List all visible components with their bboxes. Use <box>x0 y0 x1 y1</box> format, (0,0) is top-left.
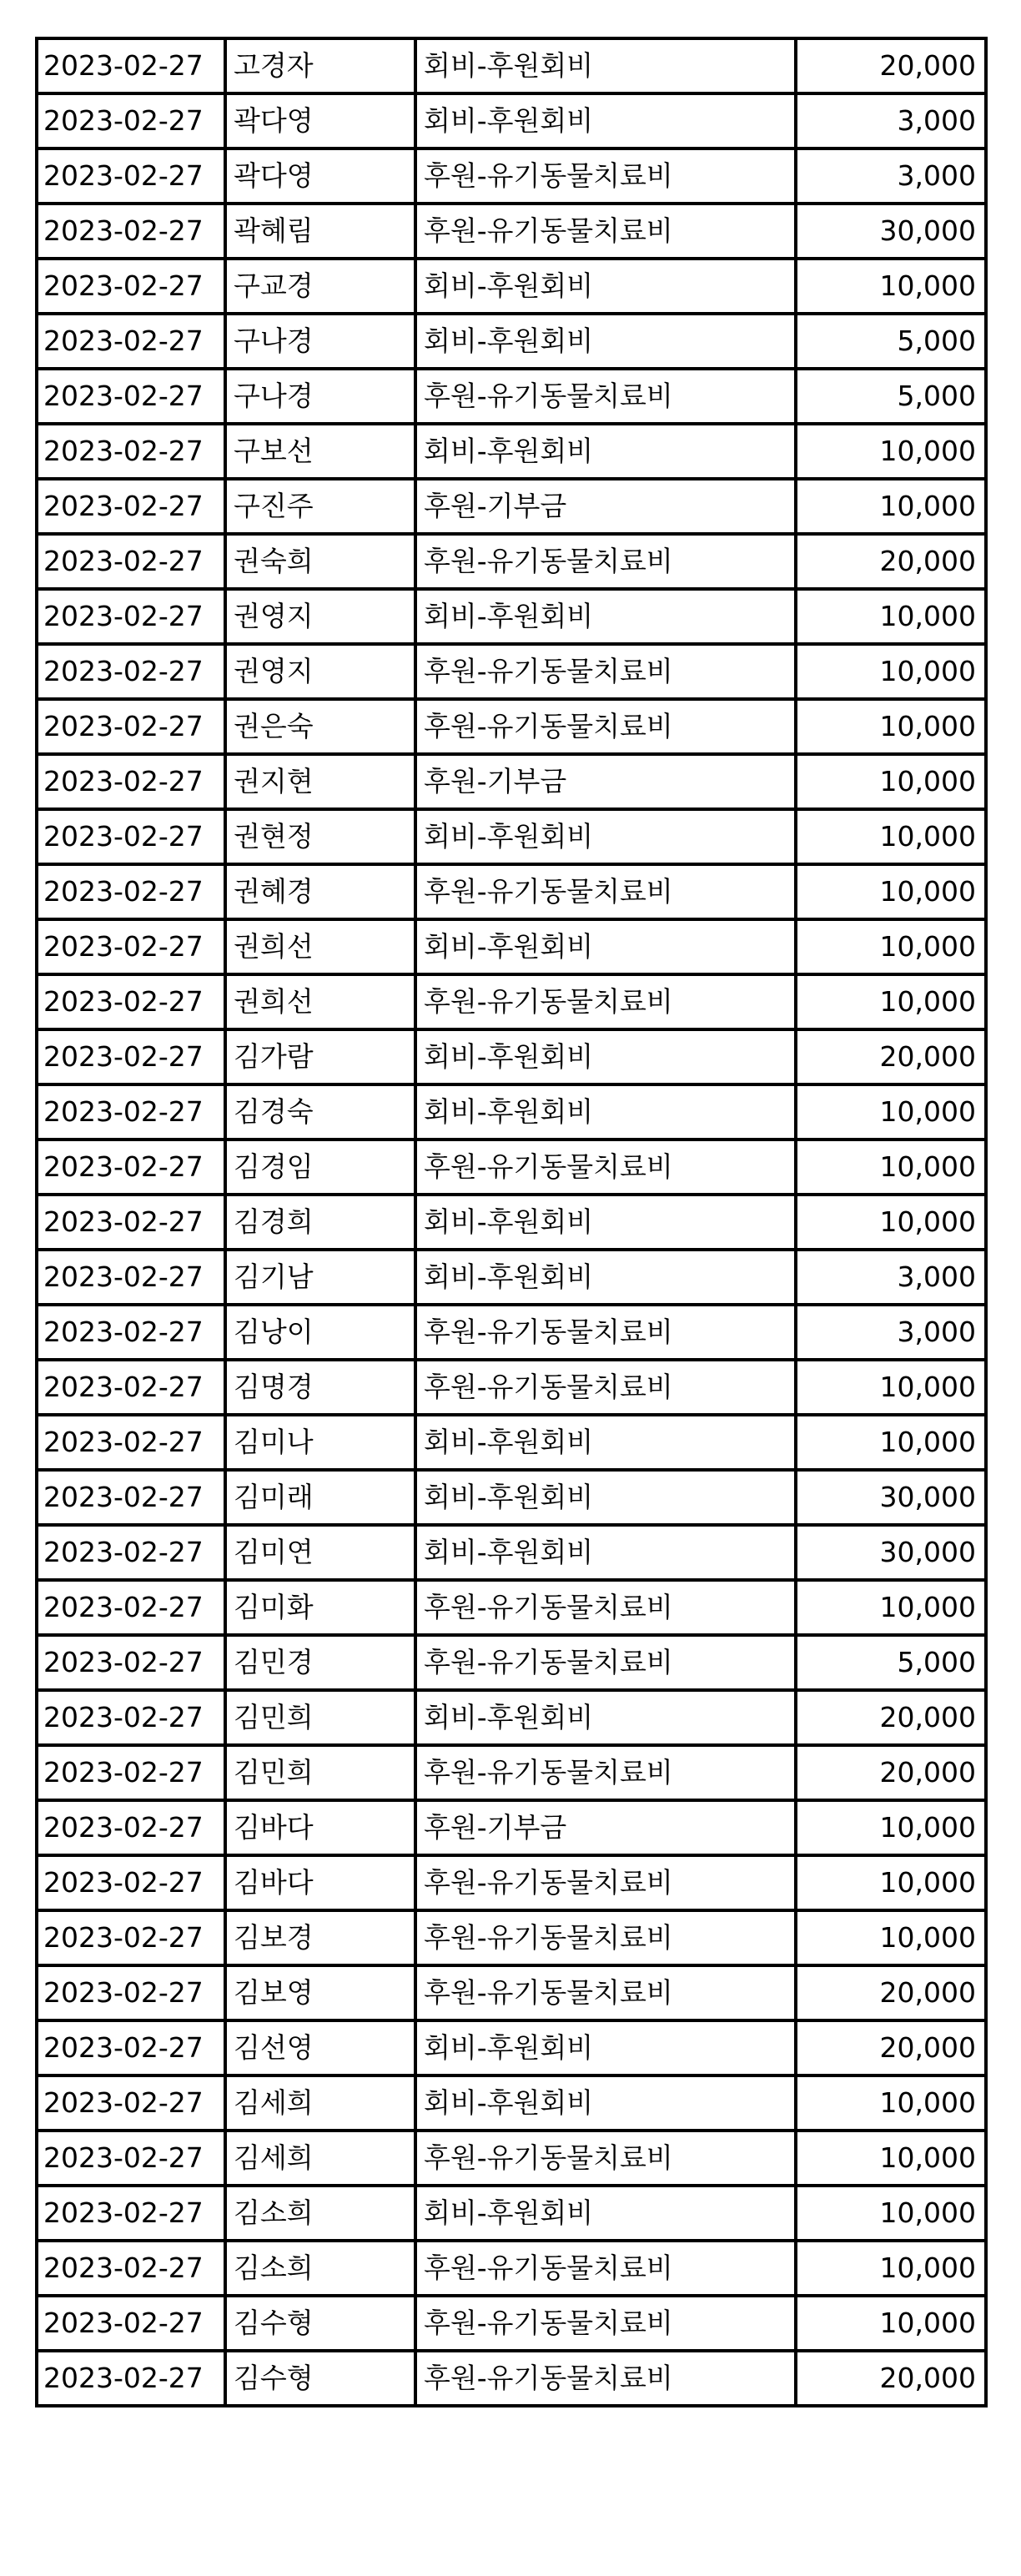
amount-cell: 10,000 <box>796 2296 986 2351</box>
item-cell: 후원-유기동물치료비 <box>415 1745 796 1800</box>
amount-cell: 10,000 <box>796 1910 986 1965</box>
date-cell: 2023-02-27 <box>37 2186 225 2241</box>
amount-cell: 10,000 <box>796 1084 986 1140</box>
table-row <box>37 2131 986 2186</box>
table-row <box>37 1250 986 1305</box>
amount-cell: 10,000 <box>796 864 986 919</box>
table-row <box>37 1415 986 1470</box>
table-row <box>37 534 986 589</box>
table-row <box>37 1745 986 1800</box>
table-row <box>37 1360 986 1415</box>
date-cell: 2023-02-27 <box>37 1525 225 1580</box>
name-cell: 권은숙 <box>225 699 415 754</box>
table-row <box>37 1029 986 1084</box>
item-cell: 회비-후원회비 <box>415 2020 796 2075</box>
name-cell: 권영지 <box>225 589 415 644</box>
date-cell: 2023-02-27 <box>37 314 225 369</box>
date-cell: 2023-02-27 <box>37 534 225 589</box>
item-cell: 후원-유기동물치료비 <box>415 1580 796 1635</box>
amount-cell: 30,000 <box>796 1525 986 1580</box>
item-cell: 회비-후원회비 <box>415 919 796 974</box>
amount-cell: 3,000 <box>796 1305 986 1360</box>
table-row <box>37 754 986 809</box>
table-row <box>37 1855 986 1910</box>
date-cell: 2023-02-27 <box>37 2351 225 2406</box>
table-row <box>37 2351 986 2406</box>
item-cell: 후원-기부금 <box>415 479 796 534</box>
date-cell: 2023-02-27 <box>37 204 225 259</box>
table-row <box>37 314 986 369</box>
amount-cell: 10,000 <box>796 1415 986 1470</box>
item-cell: 회비-후원회비 <box>415 589 796 644</box>
item-cell: 회비-후원회비 <box>415 1029 796 1084</box>
name-cell: 구나경 <box>225 314 415 369</box>
date-cell: 2023-02-27 <box>37 864 225 919</box>
name-cell: 김바다 <box>225 1800 415 1855</box>
table-row <box>37 148 986 204</box>
table-row <box>37 1525 986 1580</box>
date-cell: 2023-02-27 <box>37 479 225 534</box>
item-cell: 후원-유기동물치료비 <box>415 864 796 919</box>
name-cell: 김소희 <box>225 2241 415 2296</box>
item-cell: 회비-후원회비 <box>415 314 796 369</box>
name-cell: 김수형 <box>225 2351 415 2406</box>
item-cell: 후원-유기동물치료비 <box>415 1305 796 1360</box>
item-cell: 후원-유기동물치료비 <box>415 2351 796 2406</box>
item-cell: 후원-기부금 <box>415 1800 796 1855</box>
date-cell: 2023-02-27 <box>37 589 225 644</box>
item-cell: 후원-유기동물치료비 <box>415 1910 796 1965</box>
name-cell: 김낭이 <box>225 1305 415 1360</box>
name-cell: 김보경 <box>225 1910 415 1965</box>
date-cell: 2023-02-27 <box>37 1140 225 1195</box>
item-cell: 후원-유기동물치료비 <box>415 2296 796 2351</box>
name-cell: 곽다영 <box>225 93 415 148</box>
item-cell: 후원-유기동물치료비 <box>415 1360 796 1415</box>
name-cell: 김보영 <box>225 1965 415 2020</box>
amount-cell: 10,000 <box>796 479 986 534</box>
table-row <box>37 1800 986 1855</box>
date-cell: 2023-02-27 <box>37 369 225 424</box>
table-row <box>37 2075 986 2131</box>
amount-cell: 3,000 <box>796 148 986 204</box>
item-cell: 후원-유기동물치료비 <box>415 974 796 1029</box>
name-cell: 김명경 <box>225 1360 415 1415</box>
item-cell: 후원-유기동물치료비 <box>415 2131 796 2186</box>
date-cell: 2023-02-27 <box>37 754 225 809</box>
ledger-table <box>35 37 988 2407</box>
date-cell: 2023-02-27 <box>37 1800 225 1855</box>
amount-cell: 5,000 <box>796 1635 986 1690</box>
table-row <box>37 1140 986 1195</box>
date-cell: 2023-02-27 <box>37 2020 225 2075</box>
table-row <box>37 1635 986 1690</box>
item-cell: 회비-후원회비 <box>415 1084 796 1140</box>
item-cell: 회비-후원회비 <box>415 259 796 314</box>
table-row <box>37 1084 986 1140</box>
item-cell: 회비-후원회비 <box>415 93 796 148</box>
date-cell: 2023-02-27 <box>37 148 225 204</box>
amount-cell: 10,000 <box>796 1140 986 1195</box>
table-row <box>37 1910 986 1965</box>
amount-cell: 30,000 <box>796 1470 986 1525</box>
date-cell: 2023-02-27 <box>37 1965 225 2020</box>
amount-cell: 3,000 <box>796 1250 986 1305</box>
item-cell: 회비-후원회비 <box>415 1415 796 1470</box>
table-row <box>37 369 986 424</box>
item-cell: 회비-후원회비 <box>415 2075 796 2131</box>
date-cell: 2023-02-27 <box>37 1305 225 1360</box>
table-row <box>37 1965 986 2020</box>
name-cell: 김가람 <box>225 1029 415 1084</box>
item-cell: 회비-후원회비 <box>415 1470 796 1525</box>
table-row <box>37 699 986 754</box>
date-cell: 2023-02-27 <box>37 644 225 699</box>
name-cell: 구보선 <box>225 424 415 479</box>
table-row <box>37 1305 986 1360</box>
amount-cell: 10,000 <box>796 644 986 699</box>
table-row <box>37 2241 986 2296</box>
item-cell: 후원-유기동물치료비 <box>415 644 796 699</box>
amount-cell: 10,000 <box>796 1360 986 1415</box>
name-cell: 김세희 <box>225 2075 415 2131</box>
date-cell: 2023-02-27 <box>37 1084 225 1140</box>
item-cell: 후원-유기동물치료비 <box>415 148 796 204</box>
date-cell: 2023-02-27 <box>37 1580 225 1635</box>
date-cell: 2023-02-27 <box>37 919 225 974</box>
date-cell: 2023-02-27 <box>37 1635 225 1690</box>
name-cell: 곽다영 <box>225 148 415 204</box>
item-cell: 회비-후원회비 <box>415 809 796 864</box>
name-cell: 김경임 <box>225 1140 415 1195</box>
name-cell: 구나경 <box>225 369 415 424</box>
date-cell: 2023-02-27 <box>37 424 225 479</box>
item-cell: 후원-유기동물치료비 <box>415 369 796 424</box>
table-row <box>37 864 986 919</box>
date-cell: 2023-02-27 <box>37 2131 225 2186</box>
item-cell: 후원-유기동물치료비 <box>415 534 796 589</box>
name-cell: 김미래 <box>225 1470 415 1525</box>
name-cell: 권영지 <box>225 644 415 699</box>
item-cell: 후원-기부금 <box>415 754 796 809</box>
amount-cell: 10,000 <box>796 1800 986 1855</box>
name-cell: 권희선 <box>225 919 415 974</box>
date-cell: 2023-02-27 <box>37 38 225 93</box>
table-row <box>37 589 986 644</box>
amount-cell: 10,000 <box>796 809 986 864</box>
item-cell: 회비-후원회비 <box>415 1525 796 1580</box>
date-cell: 2023-02-27 <box>37 1855 225 1910</box>
name-cell: 권혜경 <box>225 864 415 919</box>
date-cell: 2023-02-27 <box>37 1745 225 1800</box>
amount-cell: 5,000 <box>796 369 986 424</box>
amount-cell: 20,000 <box>796 2020 986 2075</box>
table-row <box>37 2020 986 2075</box>
item-cell: 후원-유기동물치료비 <box>415 2241 796 2296</box>
date-cell: 2023-02-27 <box>37 1029 225 1084</box>
name-cell: 김미연 <box>225 1525 415 1580</box>
name-cell: 김민경 <box>225 1635 415 1690</box>
date-cell: 2023-02-27 <box>37 1250 225 1305</box>
amount-cell: 3,000 <box>796 93 986 148</box>
name-cell: 김세희 <box>225 2131 415 2186</box>
date-cell: 2023-02-27 <box>37 259 225 314</box>
name-cell: 곽혜림 <box>225 204 415 259</box>
amount-cell: 10,000 <box>796 974 986 1029</box>
date-cell: 2023-02-27 <box>37 93 225 148</box>
item-cell: 회비-후원회비 <box>415 1250 796 1305</box>
item-cell: 후원-유기동물치료비 <box>415 204 796 259</box>
date-cell: 2023-02-27 <box>37 1195 225 1250</box>
item-cell: 후원-유기동물치료비 <box>415 699 796 754</box>
table-row <box>37 93 986 148</box>
name-cell: 권현정 <box>225 809 415 864</box>
date-cell: 2023-02-27 <box>37 809 225 864</box>
table-row <box>37 424 986 479</box>
table-row <box>37 1195 986 1250</box>
table-row <box>37 38 986 93</box>
amount-cell: 10,000 <box>796 2131 986 2186</box>
date-cell: 2023-02-27 <box>37 2296 225 2351</box>
table-row <box>37 2296 986 2351</box>
name-cell: 김경숙 <box>225 1084 415 1140</box>
item-cell: 회비-후원회비 <box>415 1690 796 1745</box>
name-cell: 김민희 <box>225 1745 415 1800</box>
amount-cell: 10,000 <box>796 919 986 974</box>
amount-cell: 10,000 <box>796 424 986 479</box>
date-cell: 2023-02-27 <box>37 1470 225 1525</box>
table-row <box>37 204 986 259</box>
ledger-body <box>37 38 986 2406</box>
item-cell: 회비-후원회비 <box>415 1195 796 1250</box>
name-cell: 김바다 <box>225 1855 415 1910</box>
date-cell: 2023-02-27 <box>37 1910 225 1965</box>
name-cell: 권지현 <box>225 754 415 809</box>
amount-cell: 10,000 <box>796 1855 986 1910</box>
item-cell: 회비-후원회비 <box>415 424 796 479</box>
table-row <box>37 1470 986 1525</box>
amount-cell: 10,000 <box>796 2075 986 2131</box>
amount-cell: 10,000 <box>796 589 986 644</box>
item-cell: 후원-유기동물치료비 <box>415 1635 796 1690</box>
amount-cell: 20,000 <box>796 1745 986 1800</box>
amount-cell: 10,000 <box>796 2241 986 2296</box>
table-row <box>37 919 986 974</box>
item-cell: 회비-후원회비 <box>415 38 796 93</box>
name-cell: 구교경 <box>225 259 415 314</box>
amount-cell: 10,000 <box>796 754 986 809</box>
name-cell: 김수형 <box>225 2296 415 2351</box>
amount-cell: 10,000 <box>796 259 986 314</box>
name-cell: 김기남 <box>225 1250 415 1305</box>
amount-cell: 20,000 <box>796 1690 986 1745</box>
table-row <box>37 2186 986 2241</box>
item-cell: 회비-후원회비 <box>415 2186 796 2241</box>
date-cell: 2023-02-27 <box>37 2241 225 2296</box>
date-cell: 2023-02-27 <box>37 1690 225 1745</box>
amount-cell: 10,000 <box>796 1580 986 1635</box>
name-cell: 김미화 <box>225 1580 415 1635</box>
item-cell: 후원-유기동물치료비 <box>415 1965 796 2020</box>
amount-cell: 20,000 <box>796 1029 986 1084</box>
table-row <box>37 1690 986 1745</box>
amount-cell: 10,000 <box>796 1195 986 1250</box>
table-row <box>37 479 986 534</box>
name-cell: 김민희 <box>225 1690 415 1745</box>
amount-cell: 30,000 <box>796 204 986 259</box>
name-cell: 권숙희 <box>225 534 415 589</box>
amount-cell: 5,000 <box>796 314 986 369</box>
item-cell: 후원-유기동물치료비 <box>415 1855 796 1910</box>
amount-cell: 10,000 <box>796 699 986 754</box>
amount-cell: 20,000 <box>796 38 986 93</box>
amount-cell: 20,000 <box>796 534 986 589</box>
date-cell: 2023-02-27 <box>37 974 225 1029</box>
name-cell: 구진주 <box>225 479 415 534</box>
amount-cell: 20,000 <box>796 1965 986 2020</box>
table-row <box>37 809 986 864</box>
name-cell: 김소희 <box>225 2186 415 2241</box>
date-cell: 2023-02-27 <box>37 2075 225 2131</box>
table-row <box>37 1580 986 1635</box>
date-cell: 2023-02-27 <box>37 1415 225 1470</box>
name-cell: 권희선 <box>225 974 415 1029</box>
name-cell: 김경희 <box>225 1195 415 1250</box>
name-cell: 김미나 <box>225 1415 415 1470</box>
name-cell: 김선영 <box>225 2020 415 2075</box>
date-cell: 2023-02-27 <box>37 699 225 754</box>
table-row <box>37 644 986 699</box>
amount-cell: 10,000 <box>796 2186 986 2241</box>
amount-cell: 20,000 <box>796 2351 986 2406</box>
table-row <box>37 259 986 314</box>
name-cell: 고경자 <box>225 38 415 93</box>
date-cell: 2023-02-27 <box>37 1360 225 1415</box>
table-row <box>37 974 986 1029</box>
donation-ledger <box>35 37 988 2407</box>
item-cell: 후원-유기동물치료비 <box>415 1140 796 1195</box>
